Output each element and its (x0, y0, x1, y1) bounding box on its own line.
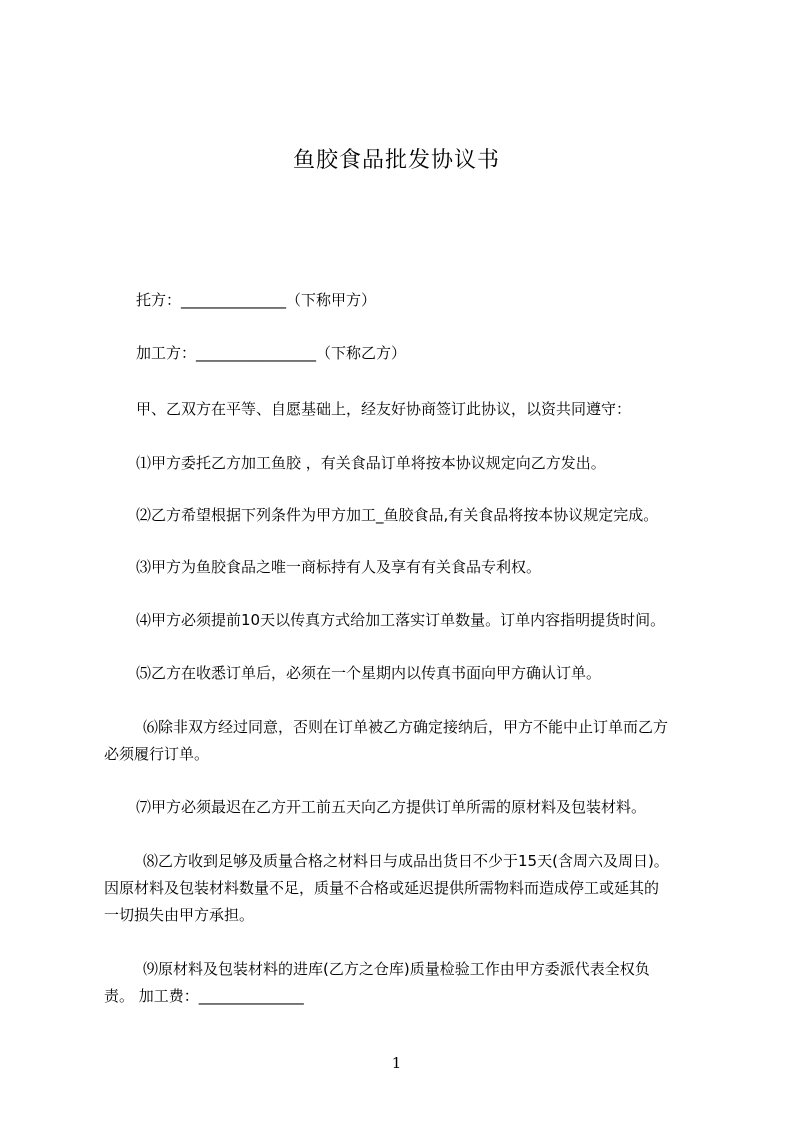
clause-9-line-2: 责。 加工费：______________ (104, 987, 304, 1005)
clause-8-line-2: 因原材料及包装材料数量不足，质量不合格或延迟提供所需物料而造成停工或延其的 (104, 879, 660, 897)
page-number: 1 (391, 1054, 402, 1072)
clause-8-line-1: ⑻乙方收到足够及质量合格之材料日与成品出货日不少于15天(含周六及周日)。 (143, 852, 669, 870)
party-b-line: 加工方：________________（下称乙方） (136, 344, 407, 362)
party-a-line: 托方：______________（下称甲方） (136, 291, 377, 309)
document-title: 鱼胶食品批发协议书 (292, 148, 500, 173)
preamble-paragraph: 甲、乙双方在平等、自愿基础上，经友好协商签订此协议，以资共同遵守： (136, 400, 632, 418)
clause-2: ⑵乙方希望根据下列条件为甲方加工_鱼胶食品,有关食品将按本协议规定完成。 (136, 506, 659, 524)
clause-5: ⑸乙方在收悉订单后，必须在一个星期内以传真书面向甲方确认订单。 (136, 664, 602, 682)
clause-1: ⑴甲方委托乙方加工鱼胶 ，有关食品订单将按本协议规定向乙方发出。 (136, 454, 606, 472)
clause-9-line-1: ⑼原材料及包装材料的进库(乙方之仓库)质量检验工作由甲方委派代表全权负 (143, 960, 650, 978)
clause-6-line-2: 必须履行订单。 (104, 745, 210, 763)
clause-6-line-1: ⑹除非双方经过同意，否则在订单被乙方确定接纳后，甲方不能中止订单而乙方 (143, 718, 669, 736)
clause-7: ⑺甲方必须最迟在乙方开工前五天向乙方提供订单所需的原材料及包装材料。 (136, 798, 647, 816)
clause-8-line-3: 一切损失由甲方承担。 (104, 906, 255, 924)
clause-3: ⑶甲方为鱼胶食品之唯一商标持有人及享有有关食品专利权。 (136, 558, 542, 576)
clause-4: ⑷甲方必须提前10天以传真方式给加工落实订单数量。订单内容指明提货时间。 (136, 611, 666, 629)
